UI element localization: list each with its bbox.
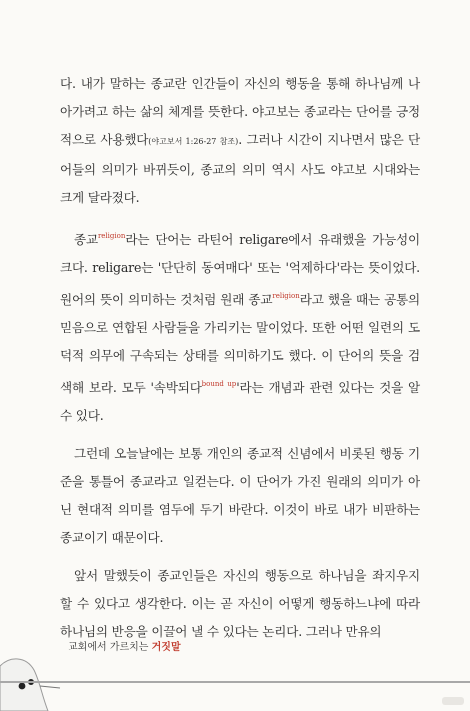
paragraph-2-text-c: 라고 했을 때는 공통의 믿음으로 연합된 사람들을 가리키는 말이었다. 또한 어떤 일련의 도덕적 의무에 구속되는 상태를 의미하기도 했다. 이 단어의 뜻을 검색해 보라. 모두 '속박되다 <box>60 292 420 395</box>
paragraph-2-text-a: 종교 <box>74 232 98 247</box>
gloss-religion-2: religion <box>272 292 300 300</box>
book-title-highlight: 거짓말 <box>151 642 181 653</box>
book-title-footer <box>68 638 181 653</box>
gloss-religion-1: religion <box>97 232 126 240</box>
paragraph-2-text-d: '라는 개념과 관련 있다는 것을 알 수 있다. <box>60 380 420 423</box>
paragraph-4: 앞서 말했듯이 종교인들은 자신의 행동으로 하나님을 좌지우지 할 수 있다고 생각한다. 이는 곧 자신이 어떻게 행동하느냐에 따라 하나님의 반응을 이끌어 낼 수 있다는 논리다. 그러나 만유의 <box>60 568 420 639</box>
book-title-prefix: 교회에서 가르치는 <box>68 642 152 653</box>
paragraph-2 <box>60 222 420 430</box>
page-body <box>60 70 420 656</box>
scripture-reference: (야고보서 1:26-27 참조) <box>148 137 239 146</box>
corner-mark <box>442 697 464 705</box>
paragraph-1 <box>60 70 420 212</box>
paragraph-2-text-b: 라는 단어는 라틴어 religare에서 유래했을 가능성이 크다. religare는 '단단히 동여매다' 또는 '억제하다'라는 뜻이었다. 원어의 뜻이 의미하는 것처럼 원래 종교 <box>60 232 420 307</box>
footer-line <box>0 681 470 683</box>
paragraph-3: 그런데 오늘날에는 보통 개인의 종교적 신념에서 비롯된 행동 기준을 통틀어 종교라고 일컫는다. 이 단어가 가진 원래의 의미가 아닌 현대적 의미를 염두에 두기 바란다. 이것이 바로 내가 비판하는 종교이기 때문이다. <box>60 446 420 545</box>
paragraph-1-text-c: . 그러나 시간이 지나면서 많은 단어들의 의미가 바뀌듯이, 종교의 의미 역시 사도 야고보 시대와는 크게 달라졌다. <box>60 132 421 205</box>
gloss-bound-up: bound up <box>201 380 237 388</box>
paragraph-1-text-a: 다. 내가 말하는 종교란 인간들이 자신의 행동을 통해 하나님께 나아가려고 하는 삶의 체계를 뜻한다. 야고보는 종교라는 단어를 긍정적으로 사용했다 <box>60 76 420 147</box>
